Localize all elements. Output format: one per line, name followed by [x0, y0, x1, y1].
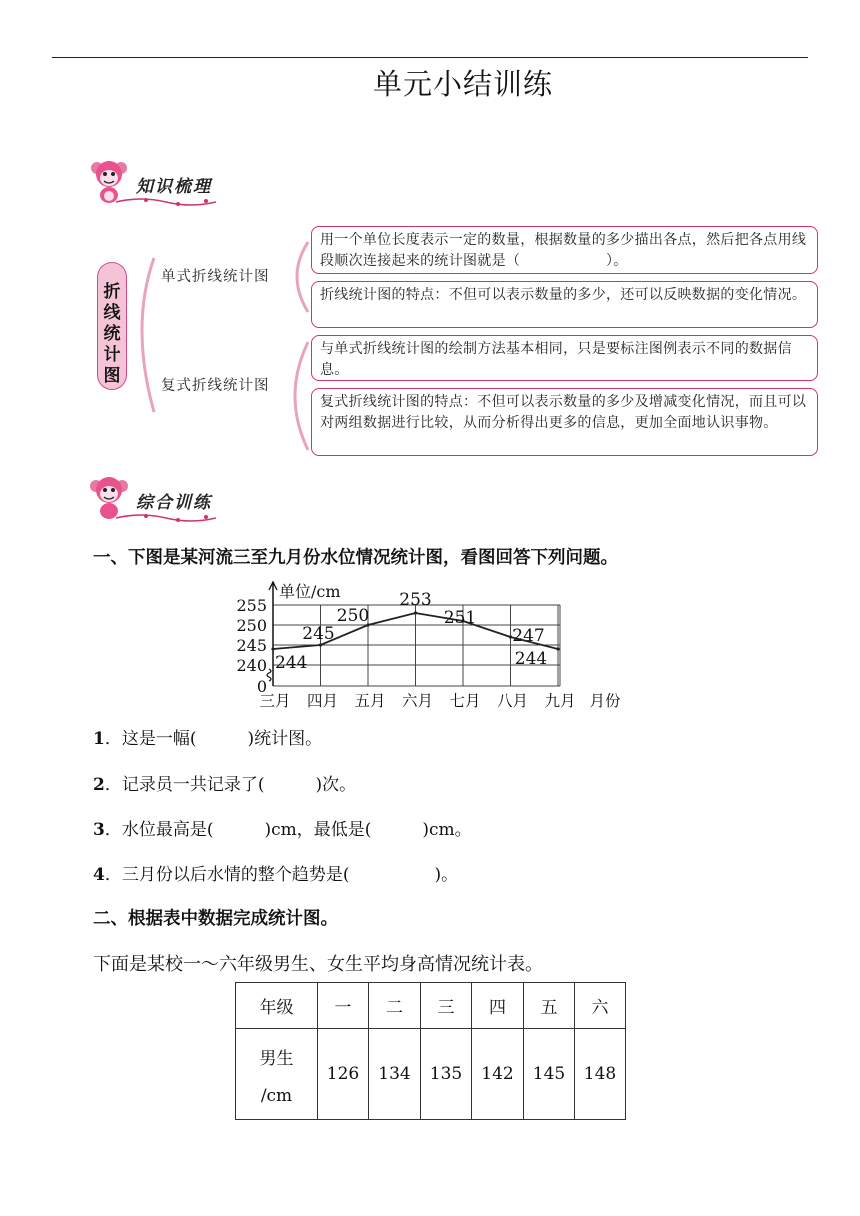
table-header-cell: 三	[421, 983, 472, 1029]
item-text: ．记录员一共记录了( )次。	[104, 775, 357, 795]
center-topic-pill	[97, 262, 127, 390]
table-cell: 148	[575, 1029, 626, 1120]
table-row	[236, 983, 626, 1029]
item-number: 2	[93, 775, 105, 795]
chart-x-tick-label: 三月	[259, 692, 291, 710]
table-header-cell: 年级	[236, 983, 318, 1029]
item-text: ．这是一幅( )统计图。	[104, 729, 323, 749]
question-1-3	[93, 815, 472, 840]
chart-x-tick-label: 四月	[306, 692, 339, 710]
chart-y-tick-label: 240	[236, 656, 267, 675]
chart-data-label: 251	[443, 608, 477, 628]
section-label-practice: 综合训练	[136, 493, 212, 513]
table-header-cell: 二	[369, 983, 421, 1029]
chart-data-label: 247	[512, 626, 545, 646]
chart-y-axis-label: 单位/cm	[279, 582, 341, 601]
table-row-label	[236, 1029, 318, 1120]
item-number: 3	[93, 820, 105, 840]
chart-labels	[236, 582, 621, 710]
table-header-cell: 五	[524, 983, 575, 1029]
chart-x-axis-label: 月份	[589, 692, 621, 710]
chart-x-tick-label: 七月	[449, 692, 481, 710]
section-header-knowledge	[88, 156, 228, 212]
chart-data-point	[556, 647, 559, 650]
chart-data-point	[414, 611, 417, 614]
center-topic: 折线统计图	[103, 282, 121, 386]
chart-x-tick-label: 八月	[496, 692, 529, 710]
chart-data-point	[271, 647, 274, 650]
table-row	[236, 1029, 626, 1120]
table-cell: 134	[369, 1029, 421, 1120]
question-2-intro: 下面是某校一～六年级男生、女生平均身高情况统计表。	[93, 954, 543, 975]
vine-decoration-icon	[116, 196, 216, 208]
branch-label-single: 单式折线统计图	[161, 269, 270, 285]
question-2-heading: 二、根据表中数据完成统计图。	[93, 909, 338, 929]
table-cell: 126	[318, 1029, 369, 1120]
chart-x-tick-label: 九月	[544, 692, 576, 710]
question-1-1	[93, 724, 322, 749]
table-cell: 135	[421, 1029, 472, 1120]
knowledge-box: 用一个单位长度表示一定的数量，根据数量的多少描出各点，然后把各点用线段顺次连接起来的统计图就是（ ）。	[311, 226, 818, 274]
chart-y-tick-label: 250	[236, 616, 267, 635]
chart-y-tick-label: 255	[236, 596, 267, 615]
chart-data-label: 253	[399, 590, 432, 610]
table-header-cell: 四	[472, 983, 524, 1029]
row-label-line: /cm	[260, 1086, 293, 1106]
chart-data-label: 244	[514, 649, 548, 669]
section-label-knowledge: 知识梳理	[136, 177, 212, 197]
page-title: 单元小结训练	[372, 67, 553, 101]
chart-axis-break	[267, 669, 271, 681]
top-rule	[52, 57, 808, 58]
item-number: 4	[93, 865, 105, 885]
height-table	[235, 982, 626, 1120]
item-number: 1	[93, 729, 105, 749]
question-1-2	[93, 770, 356, 795]
section-header-practice	[88, 472, 228, 528]
chart-x-tick-label: 六月	[401, 692, 434, 710]
water-level-line-chart	[225, 578, 675, 713]
table-header-cell: 六	[575, 983, 626, 1029]
question-1-4	[93, 860, 458, 885]
row-label-line: 男生	[259, 1049, 294, 1069]
chart-data-label: 245	[302, 624, 335, 644]
vine-decoration-icon	[116, 512, 216, 524]
knowledge-box: 复式折线统计图的特点：不但可以表示数量的多少及增减变化情况，而且可以对两组数据进行比较，从而分析得出更多的信息，更加全面地认识事物。	[311, 388, 818, 456]
chart-y-tick-label: 245	[236, 636, 267, 655]
branch-label-compound: 复式折线统计图	[161, 378, 270, 394]
knowledge-box: 折线统计图的特点：不但可以表示数量的多少，还可以反映数据的变化情况。	[311, 281, 818, 328]
chart-x-tick-label: 五月	[354, 692, 386, 710]
chart-y-tick-label: 0	[256, 677, 267, 696]
question-1-heading: 一、下图是某河流三至九月份水位情况统计图，看图回答下列问题。	[93, 548, 618, 568]
item-text: ．水位最高是( )cm，最低是( )cm。	[104, 820, 472, 840]
table-cell: 145	[524, 1029, 575, 1120]
item-text: ．三月份以后水情的整个趋势是( )。	[104, 865, 459, 885]
table-header-cell: 一	[318, 983, 369, 1029]
chart-data-label: 250	[336, 606, 370, 626]
knowledge-box: 与单式折线统计图的绘制方法基本相同，只是要标注图例表示不同的数据信息。	[311, 335, 818, 381]
chart-data-label: 244	[275, 653, 308, 673]
table-cell: 142	[472, 1029, 524, 1120]
